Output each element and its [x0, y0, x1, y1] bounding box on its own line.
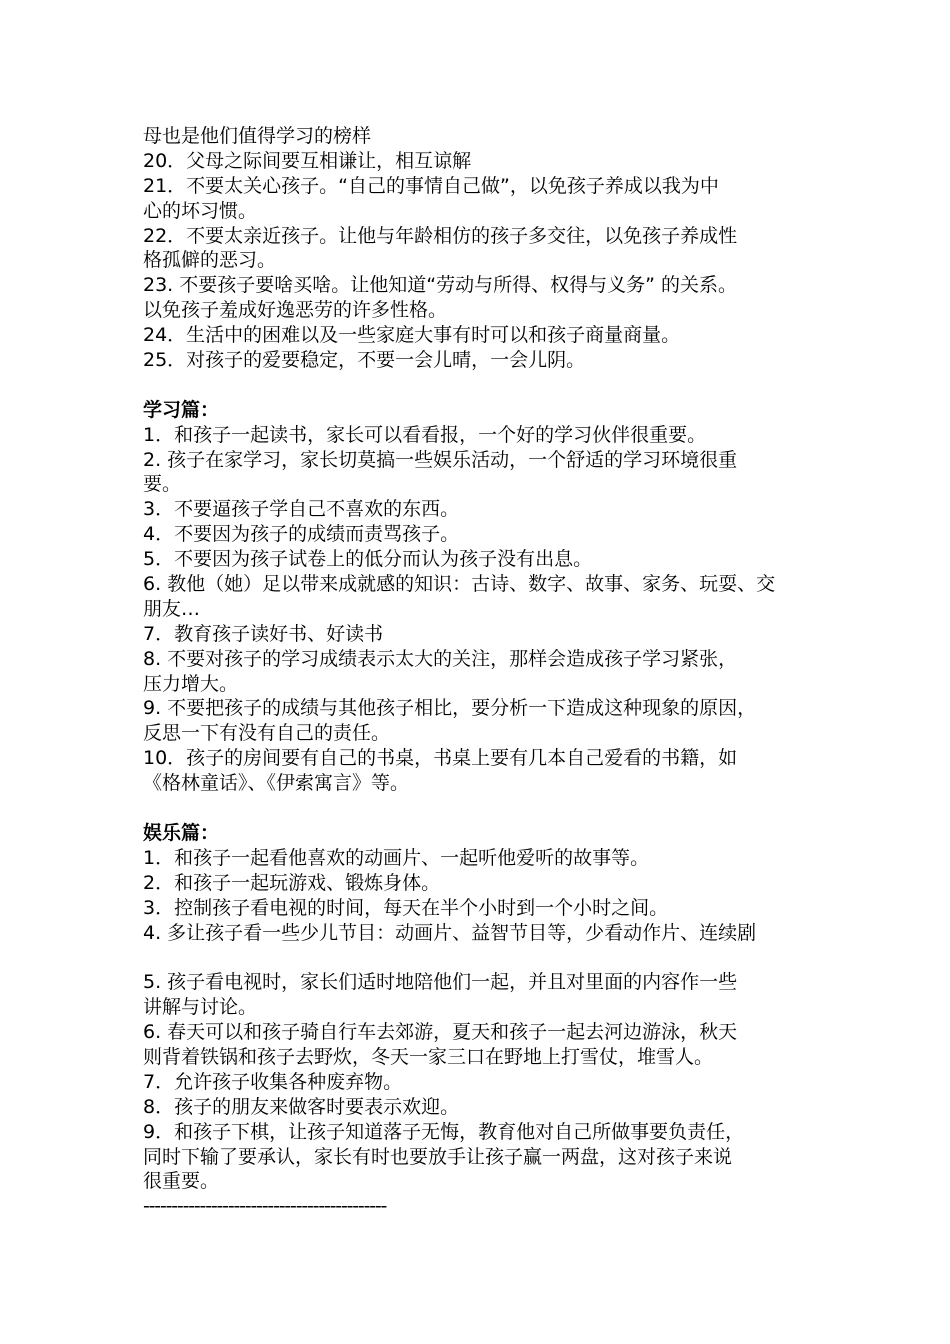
- text-line: 很重要。: [143, 1170, 220, 1193]
- text-line: 5. 孩子看电视时，家长们适时地陪他们一起，并且对里面的内容作一些: [143, 971, 738, 994]
- text-line: 3．控制孩子看电视的时间，每天在半个小时到一个小时之间。: [143, 896, 669, 919]
- text-line: 20．父母之际间要互相谦让，相互谅解: [143, 149, 472, 172]
- text-line: 同时下输了要承认，家长有时也要放手让孩子赢一两盘，这对孩子来说: [143, 1145, 733, 1168]
- dashed-separator: -------------------------------------------: [143, 1195, 387, 1218]
- text-line: 以免孩子羞成好逸恶劳的许多性格。: [143, 299, 448, 322]
- text-line: 2. 孩子在家学习，家长切莫搞一些娱乐活动，一个舒适的学习环境很重: [143, 448, 738, 471]
- text-line: 8. 不要对孩子的学习成绩表示太大的关注，那样会造成孩子学习紧张，: [143, 647, 738, 670]
- text-line: 1．和孩子一起读书，家长可以看看报，一个好的学习伙伴很重要。: [143, 423, 707, 446]
- text-line: 23. 不要孩子要啥买啥。让他知道“劳动与所得、权得与义务” 的关系。: [143, 274, 737, 297]
- blank-line: [143, 945, 823, 970]
- text-line: 2．和孩子一起玩游戏、锻炼身体。: [143, 871, 441, 894]
- text-line: 7．教育孩子读好书、好读书: [143, 622, 384, 645]
- text-line: 7．允许孩子收集各种废弃物。: [143, 1070, 403, 1093]
- text-line: 21．不要太关心孩子。“自己的事情自己做”，以免孩子养成以我为中: [143, 174, 719, 197]
- text-line: 6. 教他（她）足以带来成就感的知识：古诗、数字、故事、家务、玩耍、交: [143, 573, 776, 596]
- document-page: [143, 124, 823, 1219]
- text-line: 格孤僻的恶习。: [143, 249, 277, 272]
- text-line: 压力增大。: [143, 672, 239, 695]
- text-line: 9．和孩子下棋，让孩子知道落子无悔，教育他对自己所做事要负责任，: [143, 1120, 745, 1143]
- text-line: 反思一下有没有自己的责任。: [143, 722, 391, 745]
- text-line: 《格林童话》、《伊索寓言》等。: [143, 772, 410, 795]
- text-line: 要。: [143, 473, 182, 496]
- section-heading-entertainment: 娱乐篇：: [143, 821, 220, 844]
- text-line: 母也是他们值得学习的榜样: [143, 125, 372, 147]
- text-line: 朋友…: [143, 597, 201, 620]
- text-line: 3．不要逼孩子学自己不喜欢的东西。: [143, 498, 460, 521]
- text-line: 则背着铁锅和孩子去野炊，冬天一家三口在野地上打雪仗，堆雪人。: [143, 1045, 714, 1068]
- text-line: 4. 多让孩子看一些少儿节目：动画片、益智节目等，少看动作片、连续剧: [143, 921, 757, 944]
- text-line: 22．不要太亲近孩子。让他与年龄相仿的孩子多交往，以免孩子养成性: [143, 224, 738, 247]
- text-line: 讲解与讨论。: [143, 996, 258, 1019]
- blank-line: [143, 373, 823, 398]
- text-line: 4．不要因为孩子的成绩而责骂孩子。: [143, 523, 460, 546]
- text-line: 25．对孩子的爱要稳定，不要一会儿晴，一会儿阴。: [143, 349, 586, 372]
- blank-line: [143, 796, 823, 821]
- text-line: 8．孩子的朋友来做客时要表示欢迎。: [143, 1095, 460, 1118]
- text-line: 5．不要因为孩子试卷上的低分而认为孩子没有出息。: [143, 548, 593, 571]
- text-line: 心的坏习惯。: [143, 199, 258, 222]
- text-line: 9. 不要把孩子的成绩与其他孩子相比，要分析一下造成这种现象的原因，: [143, 697, 757, 720]
- text-line: 10．孩子的房间要有自己的书桌，书桌上要有几本自己爱看的书籍，如: [143, 747, 738, 770]
- text-line: 1．和孩子一起看他喜欢的动画片、一起听他爱听的故事等。: [143, 846, 650, 869]
- section-heading-study: 学习篇：: [143, 398, 220, 421]
- text-line: 24．生活中的困难以及一些家庭大事有时可以和孩子商量商量。: [143, 324, 681, 347]
- text-line: 6. 春天可以和孩子骑自行车去郊游，夏天和孩子一起去河边游泳，秋天: [143, 1021, 738, 1044]
